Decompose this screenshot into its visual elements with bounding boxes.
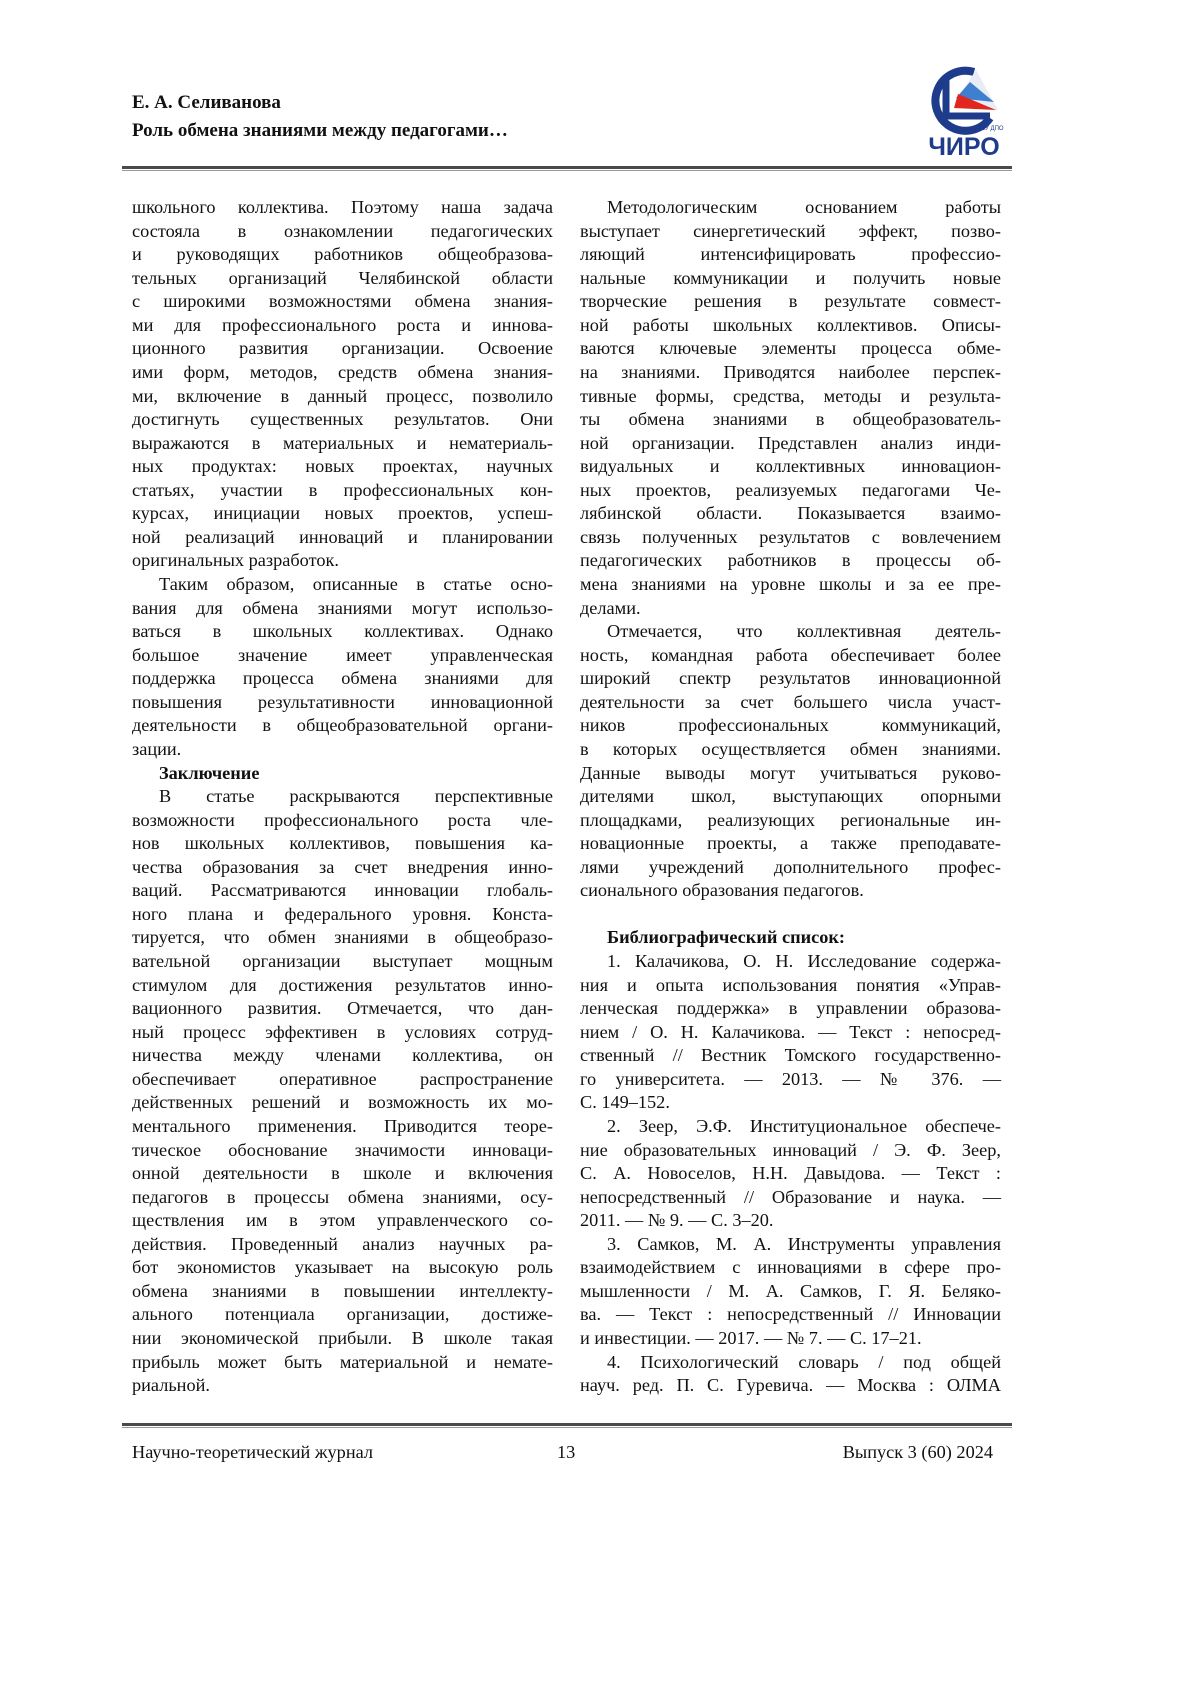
- text-line: ной реализаций инноваций и планировании: [132, 526, 553, 550]
- text-line: школьного коллектива. Поэтому наша задача: [132, 196, 553, 220]
- text-line: с широкими возможностями обмена знания-: [132, 290, 553, 314]
- text-line: и руководящих работников общеобразова-: [132, 243, 553, 267]
- text-line: лями учреждений дополнительного профес-: [580, 856, 1001, 880]
- text-line: тивные формы, средства, методы и результа-: [580, 385, 1001, 409]
- paragraph: [580, 1115, 1001, 1233]
- text-line: 1. Калачикова, О. Н. Исследование содержа-: [580, 950, 1001, 974]
- text-line: ты обмена знаниями в общеобразователь-: [580, 408, 1001, 432]
- text-line: Методологическим основанием работы: [580, 196, 1001, 220]
- text-line: лябинской области. Показывается взаимо-: [580, 502, 1001, 526]
- text-line: на знаниями. Приводятся наиболее перспек-: [580, 361, 1001, 385]
- footer-divider: [122, 1423, 1012, 1428]
- text-line: дителями школ, выступающих опорными: [580, 785, 1001, 809]
- text-line: вательной организации выступает мощным: [132, 950, 553, 974]
- text-line: повышения результативности инновационной: [132, 691, 553, 715]
- text-line: С. А. Новоселов, Н.Н. Давыдова. — Текст :: [580, 1162, 1001, 1186]
- text-line: ваются ключевые элементы процесса обме-: [580, 337, 1001, 361]
- text-line: непосредственный // Образование и наука. —: [580, 1186, 1001, 1210]
- text-line: творческие решения в результате совмест-: [580, 290, 1001, 314]
- paragraph: [580, 1351, 1001, 1398]
- footer-issue: Выпуск 3 (60) 2024: [843, 1440, 993, 1464]
- text-line: ционного развития организации. Освоение: [132, 337, 553, 361]
- paragraph: [580, 620, 1001, 903]
- text-line: ный процесс эффективен в условиях сотруд-: [132, 1021, 553, 1045]
- header-divider: [122, 166, 1012, 171]
- text-line: ществления им в этом управленческого со-: [132, 1209, 553, 1233]
- text-line: ваций. Рассматриваются инновации глобаль-: [132, 879, 553, 903]
- text-line: 2. Зеер, Э.Ф. Институциональное обеспече-: [580, 1115, 1001, 1139]
- text-line: нов школьных коллективов, повышения ка-: [132, 832, 553, 856]
- text-line: связь полученных результатов с вовлечением: [580, 526, 1001, 550]
- text-line: ва. — Текст : непосредственный // Инновации: [580, 1303, 1001, 1327]
- text-line: мена знаниями на уровне школы и за ее пре-: [580, 573, 1001, 597]
- text-line: С. 149–152.: [580, 1091, 1001, 1115]
- text-line: ния и опыта использования понятия «Управ-: [580, 974, 1001, 998]
- text-line: онной деятельности в школе и включения: [132, 1162, 553, 1186]
- text-line: мышленности / М. А. Самков, Г. Я. Беляко-: [580, 1280, 1001, 1304]
- section-heading: [132, 762, 553, 786]
- article-author: Е. А. Селиванова: [132, 91, 281, 115]
- paragraph: [580, 1233, 1001, 1351]
- text-line: оригинальных разработок.: [132, 549, 553, 573]
- text-line: педагогических работников в процессы об-: [580, 549, 1001, 573]
- text-line: ми, включение в данный процесс, позволило: [132, 385, 553, 409]
- text-line: вационного развития. Отмечается, что дан-: [132, 997, 553, 1021]
- text-line: обеспечивает оперативное распространение: [132, 1068, 553, 1092]
- logo-emblem-icon: [912, 60, 1016, 160]
- text-line: взаимодействием с инновациями в сфере про-: [580, 1256, 1001, 1280]
- text-line: и инвестиции. — 2017. — № 7. — С. 17–21.: [580, 1327, 1001, 1351]
- text-line: тельных организаций Челябинской области: [132, 267, 553, 291]
- text-line: сионального образования педагогов.: [580, 879, 1001, 903]
- text-line: 2011. — № 9. — С. 3–20.: [580, 1209, 1001, 1233]
- paragraph: [132, 196, 553, 573]
- text-line: 4. Психологический словарь / под общей: [580, 1351, 1001, 1375]
- left-column: [132, 196, 553, 1398]
- text-line: 3. Самков, М. А. Инструменты управления: [580, 1233, 1001, 1257]
- text-line: ального потенциала организации, достиже-: [132, 1303, 553, 1327]
- text-line: действия. Проведенный анализ научных ра-: [132, 1233, 553, 1257]
- text-line: Библиографический список:: [580, 926, 1001, 950]
- article-running-title: Роль обмена знаниями между педагогами…: [132, 119, 508, 143]
- text-line: ников профессиональных коммуникаций,: [580, 714, 1001, 738]
- chiro-logo: [912, 60, 1016, 160]
- text-line: Данные выводы могут учитываться руково-: [580, 762, 1001, 786]
- text-line: ных проектов, реализуемых педагогами Че-: [580, 479, 1001, 503]
- text-line: ляющий интенсифицировать профессио-: [580, 243, 1001, 267]
- text-line: Отмечается, что коллективная деятель-: [580, 620, 1001, 644]
- text-line: поддержка процесса обмена знаниями для: [132, 667, 553, 691]
- text-line: ваться в школьных коллективах. Однако: [132, 620, 553, 644]
- text-line: риальной.: [132, 1374, 553, 1398]
- text-line: Заключение: [132, 762, 553, 786]
- paragraph: [580, 950, 1001, 1115]
- text-line: выступает синергетический эффект, позво-: [580, 220, 1001, 244]
- logo-text: ЧИРО: [928, 133, 999, 160]
- text-line: достигнуть существенных результатов. Они: [132, 408, 553, 432]
- text-line: науч. ред. П. С. Гуревича. — Москва : ОЛМА: [580, 1374, 1001, 1398]
- text-line: ность, командная работа обеспечивает более: [580, 644, 1001, 668]
- text-line: курсах, инициации новых проектов, успеш-: [132, 502, 553, 526]
- text-line: ственный // Вестник Томского государственно-: [580, 1044, 1001, 1068]
- text-line: видуальных и коллективных инновацион-: [580, 455, 1001, 479]
- text-line: педагогов в процессы обмена знаниями, осу-: [132, 1186, 553, 1210]
- text-line: тическое обоснование значимости инноваци-: [132, 1139, 553, 1163]
- text-line: действенных решений и возможность их мо-: [132, 1091, 553, 1115]
- text-line: нием / О. Н. Калачикова. — Текст : непосред-: [580, 1021, 1001, 1045]
- text-line: статьях, участии в профессиональных кон-: [132, 479, 553, 503]
- text-line: Таким образом, описанные в статье осно-: [132, 573, 553, 597]
- text-line: площадками, реализующих региональные ин-: [580, 809, 1001, 833]
- text-line: выражаются в материальных и нематериаль-: [132, 432, 553, 456]
- text-line: тируется, что обмен знаниями в общеобразо-: [132, 926, 553, 950]
- text-line: широкий спектр результатов инновационной: [580, 667, 1001, 691]
- paragraph: [132, 573, 553, 762]
- section-heading: [580, 926, 1001, 950]
- text-line: ленческая поддержка» в управлении образова-: [580, 997, 1001, 1021]
- text-line: ние образовательных инноваций / Э. Ф. Зеер,: [580, 1139, 1001, 1163]
- paragraph: [132, 785, 553, 1398]
- text-line: прибыль может быть материальной и немате-: [132, 1351, 553, 1375]
- paragraph: [580, 196, 1001, 620]
- text-line: В статье раскрываются перспективные: [132, 785, 553, 809]
- text-line: обмена знаниями в повышении интеллекту-: [132, 1280, 553, 1304]
- text-line: стимулом для достижения результатов инно-: [132, 974, 553, 998]
- logo-small-text: ГБУ ДПО: [978, 126, 1004, 132]
- text-line: ими форм, методов, средств обмена знания-: [132, 361, 553, 385]
- text-line: нальные коммуникации и получить новые: [580, 267, 1001, 291]
- text-line: ничества между членами коллектива, он: [132, 1044, 553, 1068]
- page-number: 13: [557, 1440, 575, 1464]
- text-line: ной работы школьных коллективов. Описы-: [580, 314, 1001, 338]
- text-line: [580, 903, 1001, 927]
- text-line: деятельности в общеобразовательной органи-: [132, 714, 553, 738]
- text-line: чества образования за счет внедрения инно-: [132, 856, 553, 880]
- right-column: [580, 196, 1001, 1398]
- text-line: ментального применения. Приводится теоре-: [132, 1115, 553, 1139]
- text-line: ных продуктах: новых проектах, научных: [132, 455, 553, 479]
- text-line: новационные проекты, а также преподавате-: [580, 832, 1001, 856]
- footer-journal-name: Научно-теоретический журнал: [132, 1440, 373, 1464]
- text-line: состояла в ознакомлении педагогических: [132, 220, 553, 244]
- text-line: делами.: [580, 597, 1001, 621]
- text-line: зации.: [132, 738, 553, 762]
- text-line: в которых осуществляется обмен знаниями.: [580, 738, 1001, 762]
- text-line: бот экономистов указывает на высокую роль: [132, 1256, 553, 1280]
- spacer: [580, 903, 1001, 927]
- text-line: ми для профессионального роста и иннова-: [132, 314, 553, 338]
- text-line: ного плана и федерального уровня. Конста-: [132, 903, 553, 927]
- text-line: нии экономической прибыли. В школе такая: [132, 1327, 553, 1351]
- text-line: вания для обмена знаниями могут использо-: [132, 597, 553, 621]
- text-line: деятельности за счет большего числа участ-: [580, 691, 1001, 715]
- text-line: го университета. — 2013. — № 376. —: [580, 1068, 1001, 1092]
- text-line: ной организации. Представлен анализ инди-: [580, 432, 1001, 456]
- text-line: большое значение имеет управленческая: [132, 644, 553, 668]
- text-line: возможности профессионального роста чле-: [132, 809, 553, 833]
